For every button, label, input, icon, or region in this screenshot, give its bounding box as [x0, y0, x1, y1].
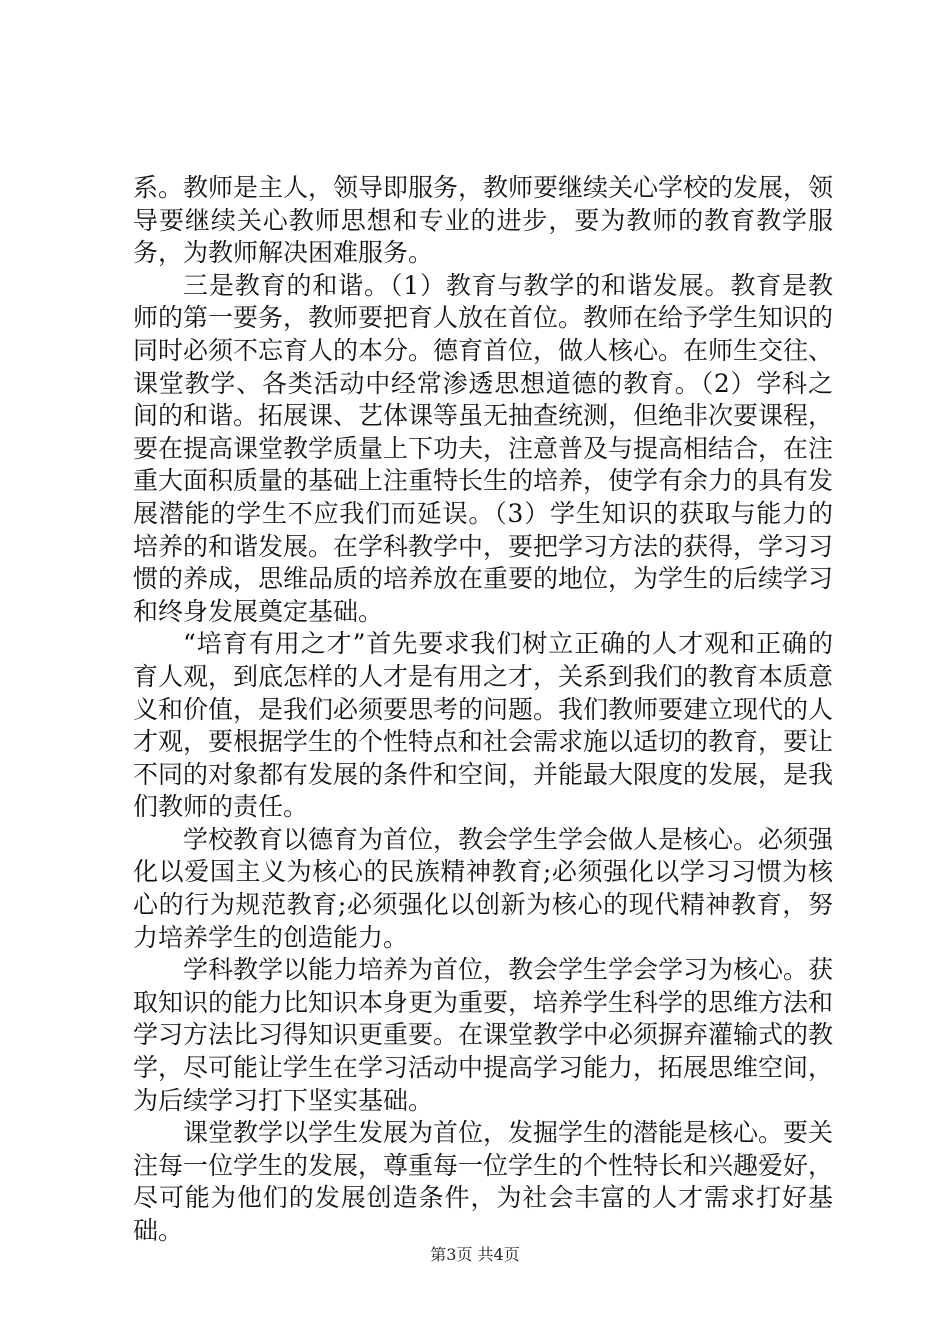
paragraph-education-harmony: 三是教育的和谐。（1）教育与教学的和谐发展。教育是教师的第一要务，教师要把育人放在首位。教师在给予学生知识的同时必须不忘育人的本分。德育首位，做人核心。在师生交往、课堂教学、各类活动中经常渗透思想道德的教育。（2）学科之间的和谐。拓展课、艺体课等虽无抽查统测，但绝非次要课程，要在提高课堂教学质量上下功夫，注意普及与提高相结合，在注重大面积质量的基础上注重特长生的培养，使学有余力的具有发展潜能的学生不应我们而延误。（3）学生知识的获取与能力的培养的和谐发展。在学科教学中，要把学习方法的获得，学习习惯的养成，思维品质的培养放在重要的地位，为学生的后续学习和终身发展奠定基础。: [133, 270, 834, 626]
paragraph-continuation: 系。教师是主人，领导即服务，教师要继续关心学校的发展，领导要继续关心教师思想和专业的进步，要为教师的教育教学服务，为教师解决困难服务。: [133, 173, 834, 268]
document-body: [133, 172, 833, 1248]
page-number-footer: 第3页 共4页: [430, 1245, 520, 1264]
paragraph-subject-teaching: 学科教学以能力培养为首位，教会学生学会学习为核心。获取知识的能力比知识本身更为重要，培养学生科学的思维方法和学习方法比习得知识更重要。在课堂教学中必须摒弃灌输式的教学，尽可能让学生在学习活动中提高学习能力，拓展思维空间，为后续学习打下坚实基础。: [133, 955, 834, 1115]
paragraph-school-education: 学校教育以德育为首位，教会学生学会做人是核心。必须强化以爱国主义为核心的民族精神教育;必须强化以学习习惯为核心的行为规范教育;必须强化以创新为核心的现代精神教育，努力培养学生的创造能力。: [133, 824, 834, 952]
paragraph-classroom-teaching: 课堂教学以学生发展为首位，发掘学生的潜能是核心。要关注每一位学生的发展，尊重每一位学生的个性特长和兴趣爱好，尽可能为他们的发展创造条件，为社会丰富的人才需求打好基础。: [133, 1118, 834, 1245]
paragraph-useful-talent: “培育有用之才”首先要求我们树立正确的人才观和正确的育人观，到底怎样的人才是有用之才，关系到我们的教育本质意义和价值，是我们必须要思考的问题。我们教师要建立现代的人才观，要根据学生的个性特点和社会需求施以适切的教育，要让不同的对象都有发展的条件和空间，并能最大限度的发展，是我们教师的责任。: [133, 629, 834, 822]
